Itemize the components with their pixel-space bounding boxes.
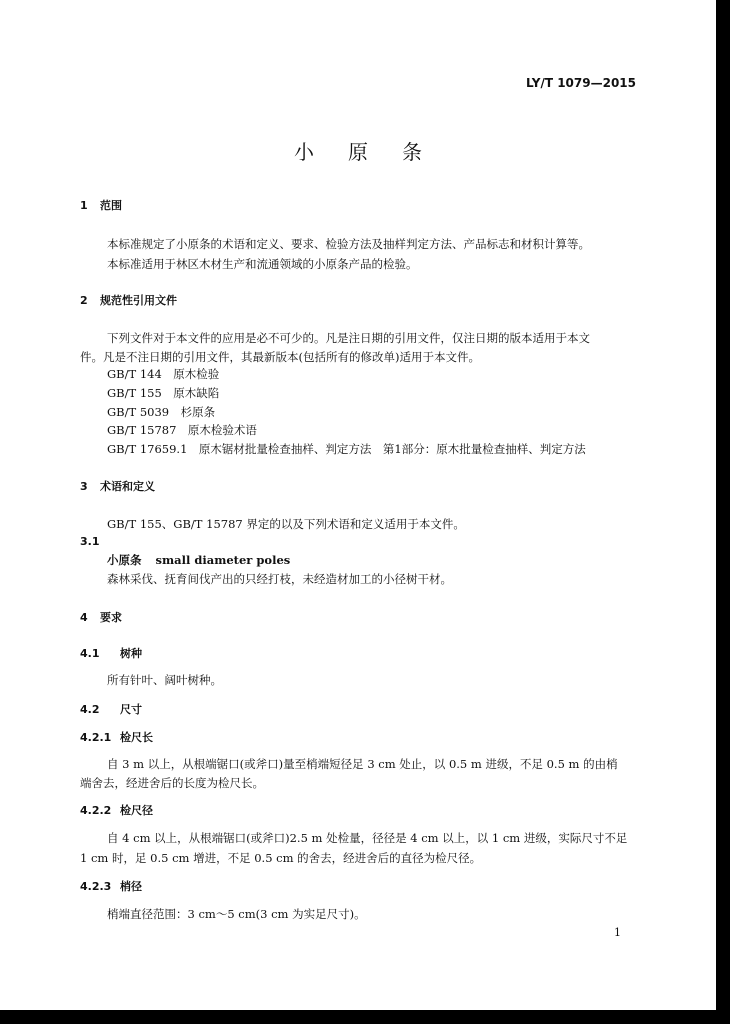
paragraph: 本标准适用于林区木材生产和流通领域的小原条产品的检验。: [107, 257, 418, 271]
page-number: 1: [614, 926, 621, 939]
subsection-4-2-3-heading: [80, 878, 142, 894]
standard-code: LY/T 1079—2015: [525, 76, 636, 90]
section-title: 规范性引用文件: [100, 294, 177, 307]
section-number: 4.2: [80, 703, 100, 716]
paragraph: 所有针叶、阔叶树种。: [107, 673, 222, 687]
section-title: 树种: [120, 647, 142, 660]
reference-item: GB/T 15787 原木检验术语: [107, 423, 257, 437]
section-number: 4.2.1: [80, 731, 112, 744]
reference-item: GB/T 155 原木缺陷: [107, 386, 220, 400]
section-title: 尺寸: [120, 703, 142, 716]
section-title: 检尺径: [120, 804, 153, 817]
page-edge-shadow-bottom: [0, 1010, 730, 1024]
section-2-heading: [80, 292, 177, 308]
section-number: 4.2.2: [80, 804, 112, 817]
section-title: 梢径: [120, 880, 142, 893]
paragraph: 自 4 cm 以上，从根端锯口(或斧口)2.5 m 处检量，径径是 4 cm 以上，以 1 cm 进级，实际尺寸不足: [107, 831, 628, 845]
section-3-heading: [80, 478, 155, 494]
subsection-4-2-1-heading: [80, 729, 153, 745]
paragraph: 本标准规定了小原条的术语和定义、要求、检验方法及抽样判定方法、产品标志和材积计算等。: [107, 237, 590, 251]
subsection-4-2-heading: [80, 701, 142, 717]
paragraph: 下列文件对于本文件的应用是必不可少的。凡是注日期的引用文件，仅注日期的版本适用于本文: [107, 331, 590, 345]
section-title: 要求: [100, 611, 122, 624]
subsection-3-1-number: 3.1: [80, 535, 100, 548]
paragraph: GB/T 155、GB/T 15787 界定的以及下列术语和定义适用于本文件。: [107, 517, 465, 531]
section-title: 检尺长: [120, 731, 153, 744]
paragraph: 梢端直径范围：3 cm～5 cm(3 cm 为实足尺寸)。: [107, 907, 366, 921]
term-english: small diameter poles: [155, 553, 291, 567]
section-number: 4.2.3: [80, 880, 112, 893]
document-title: 小原条: [294, 140, 456, 164]
section-title: 范围: [100, 199, 122, 212]
section-number: 1: [80, 199, 88, 212]
reference-item: GB/T 144 原木检验: [107, 367, 220, 381]
subsection-4-2-2-heading: [80, 802, 153, 818]
paragraph: 自 3 m 以上，从根端锯口(或斧口)量至梢端短径足 3 cm 处止，以 0.5 m 进级，不足 0.5 m 的由梢: [107, 757, 618, 771]
term-chinese: 小原条: [107, 553, 142, 567]
subsection-4-1-heading: [80, 645, 142, 661]
section-number: 3: [80, 480, 88, 493]
term-line: [107, 552, 290, 568]
page-edge-shadow-right: [716, 0, 730, 1024]
section-number: 4.1: [80, 647, 100, 660]
section-title: 术语和定义: [100, 480, 155, 493]
section-number: 2: [80, 294, 88, 307]
reference-item: GB/T 17659.1 原木锯材批量检查抽样、判定方法 第1部分：原木批量检查抽样、判定方法: [107, 442, 586, 456]
term-definition: 森林采伐、抚育间伐产出的只经打枝，未经造材加工的小径树干材。: [107, 572, 452, 586]
section-1-heading: [80, 197, 122, 213]
paragraph-continuation: 端舍去，经进舍后的长度为检尺长。: [80, 776, 264, 790]
section-number: 4: [80, 611, 88, 624]
section-4-heading: [80, 609, 122, 625]
reference-item: GB/T 5039 杉原条: [107, 405, 216, 419]
paragraph-continuation: 1 cm 时，足 0.5 cm 增进，不足 0.5 cm 的舍去，经进舍后的直径为检尺径。: [80, 851, 482, 865]
paragraph-continuation: 件。凡是不注日期的引用文件，其最新版本(包括所有的修改单)适用于本文件。: [80, 350, 480, 364]
